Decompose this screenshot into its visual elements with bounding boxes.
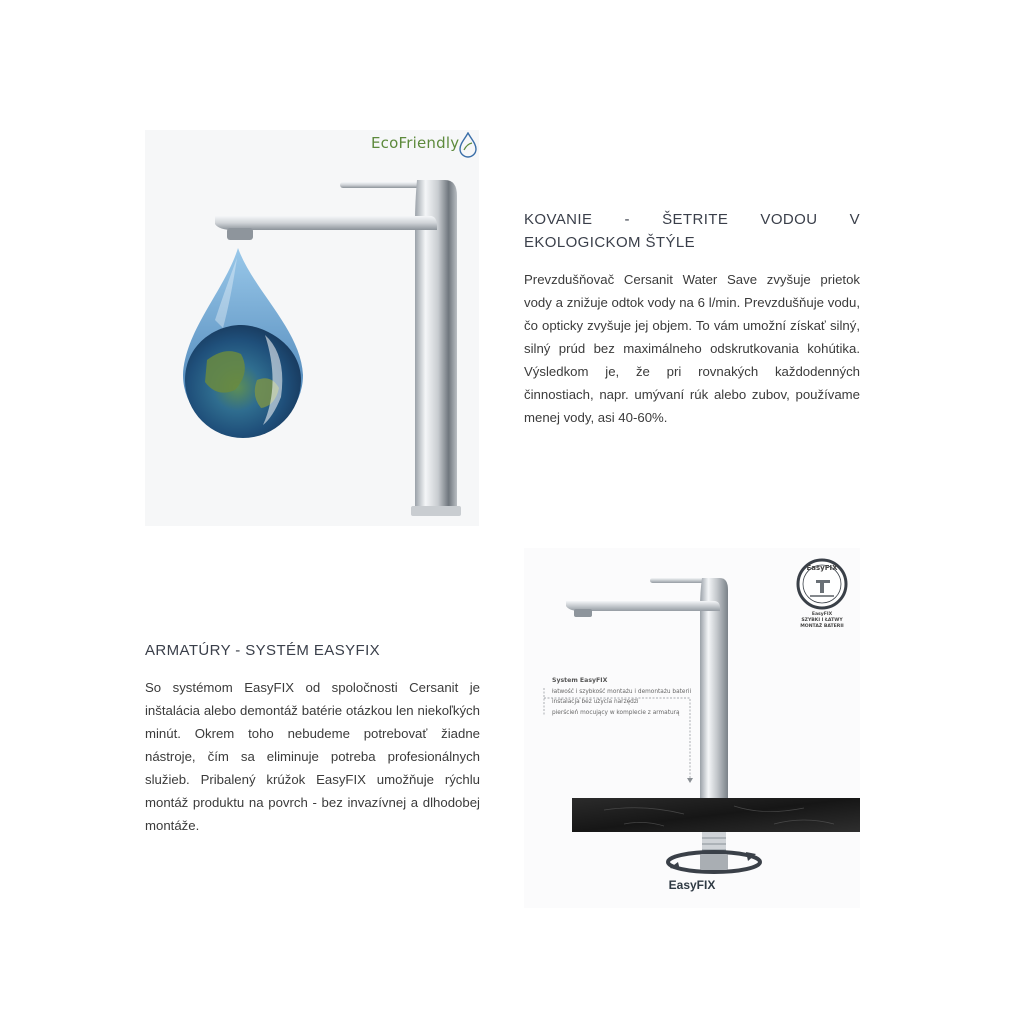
ecofriendly-logo-text: EcoFriendly bbox=[371, 134, 460, 152]
faucet-illustration bbox=[145, 130, 479, 526]
badge-caption-line-1: EasyFIX bbox=[811, 612, 833, 617]
badge-caption-line-2: SZYBKI I ŁATWY bbox=[801, 618, 843, 623]
annotation-line-2: instalacja bez użycia narzędzi bbox=[552, 699, 639, 705]
badge-caption-line-3: MONTAŻ BATERII bbox=[800, 624, 844, 629]
easyfix-annotation bbox=[552, 676, 702, 718]
water-save-paragraph: Prevzdušňovač Cersanit Water Save zvyšuje prietok vody a znižuje odtok vody na 6 l/min. Prevzdušňuje vodu, čo opticky zvyšuje jej objem. To vám umožní získať silný, silný prúd bez maximálneho odskrutkovania kohútika. Výsledkom je, že pri rovnakých každodenných činnostiach, napr. umývaní rúk alebo zubov, používame menej vody, asi 40-60%. bbox=[524, 272, 860, 425]
badge-title: EasyFIX bbox=[806, 564, 838, 572]
easyfix-bottom-label: EasyFIX bbox=[668, 878, 716, 892]
easyfix-installation-image bbox=[524, 548, 860, 908]
section-water-save bbox=[524, 208, 860, 429]
easyfix-heading: ARMATÚRY - SYSTÉM EASYFIX bbox=[145, 642, 381, 659]
section-easyfix bbox=[145, 639, 480, 837]
annotation-title: System EasyFIX bbox=[552, 677, 608, 684]
annotation-line-3: pierścień mocujący w komplecie z armaturą bbox=[552, 709, 680, 716]
annotation-line-1: łatwość i szybkość montażu i demontażu baterii bbox=[552, 688, 692, 695]
water-save-heading: KOVANIE - ŠETRITE VODOU V EKOLOGICKOM ŠTÝLE bbox=[524, 211, 860, 251]
easyfix-paragraph: So systémom EasyFIX od spoločnosti Cersanit je inštalácia alebo demontáž batérie otázkou len niekoľkých minút. Okrem toho nebudeme potrebovať žiadne nástroje, čím sa eliminuje potreba profesionálnych služieb. Pribalený krúžok EasyFIX umožňuje rýchlu montáž produktu na povrch - bez invazívnej a dlhodobej montáže. bbox=[145, 680, 480, 833]
badge-caption bbox=[784, 612, 860, 630]
faucet-water-drop-image bbox=[145, 130, 479, 526]
